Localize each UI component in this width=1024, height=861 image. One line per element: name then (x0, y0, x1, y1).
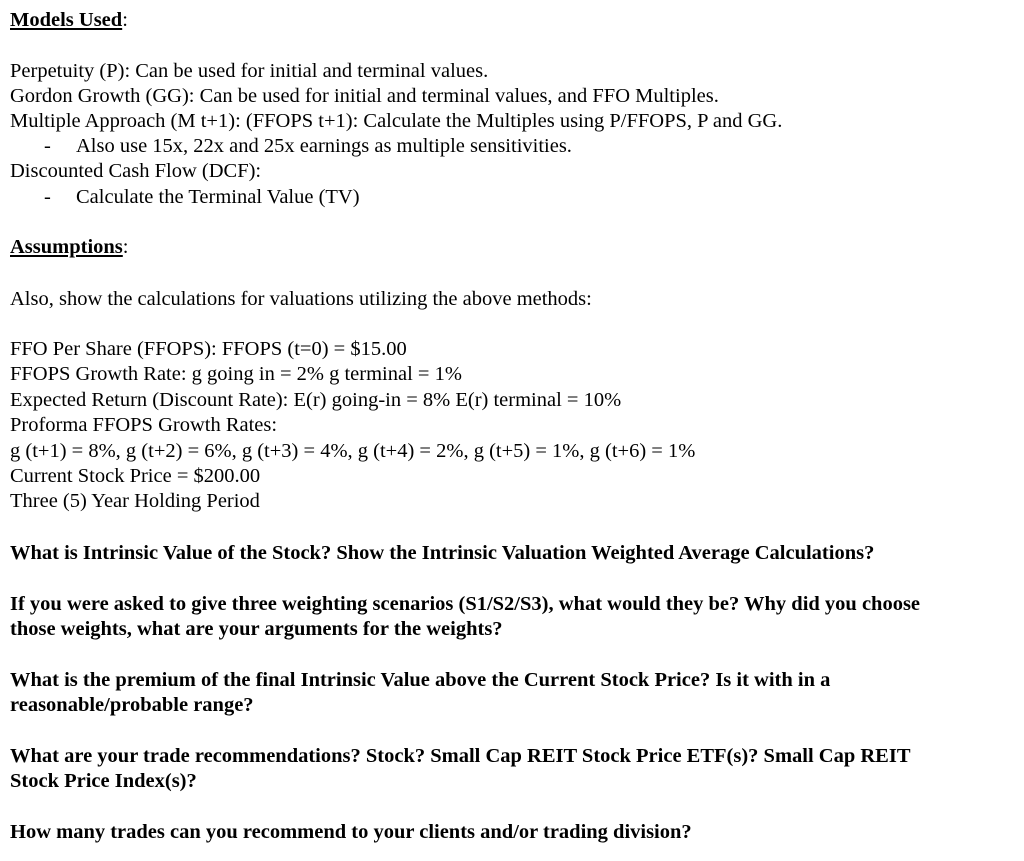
models-used-heading (10, 8, 128, 33)
assumptions-title: Assumptions (10, 236, 123, 258)
multiple-bullet-dash: - (44, 135, 51, 157)
question-2-line-1: If you were asked to give three weighting scenarios (S1/S2/S3), what would they be? Why did you choose (10, 593, 921, 615)
ffops-line: FFO Per Share (FFOPS): FFOPS (t=0) = $15.00 (10, 338, 407, 360)
proforma-line: Proforma FFOPS Growth Rates: (10, 414, 278, 436)
dcf-bullet-dash: - (44, 186, 51, 208)
multiple-approach-line: Multiple Approach (M t+1): (FFOPS t+1): Calculate the Multiples using P/FFOPS, P and GG. (10, 110, 783, 132)
question-5: How many trades can you recommend to your clients and/or trading division? (10, 821, 692, 843)
assumptions-heading (10, 235, 129, 260)
question-3-line-2: reasonable/probable range? (10, 694, 254, 716)
assumptions-intro: Also, show the calculations for valuations utilizing the above methods: (10, 288, 592, 310)
growth-rates-line: g (t+1) = 8%, g (t+2) = 6%, g (t+3) = 4%, g (t+4) = 2%, g (t+5) = 1%, g (t+6) = 1% (10, 440, 696, 462)
assumptions-colon: : (122, 236, 129, 258)
holding-period-line: Three (5) Year Holding Period (10, 490, 260, 512)
models-used-colon: : (122, 9, 128, 31)
gordon-growth-line: Gordon Growth (GG): Can be used for initial and terminal values, and FFO Multiples. (10, 85, 719, 107)
discount-rate-line: Expected Return (Discount Rate): E(r) going-in = 8% E(r) terminal = 10% (10, 389, 622, 411)
models-used-title: Models Used (10, 9, 123, 31)
dcf-line: Discounted Cash Flow (DCF): (10, 160, 262, 182)
growth-rate-line: FFOPS Growth Rate: g going in = 2% g terminal = 1% (10, 363, 462, 385)
perpetuity-line: Perpetuity (P): Can be used for initial and terminal values. (10, 60, 489, 82)
stock-price-line: Current Stock Price = $200.00 (10, 465, 261, 487)
dcf-bullet-text: Calculate the Terminal Value (TV) (76, 186, 360, 208)
question-4-line-2: Stock Price Index(s)? (10, 770, 197, 792)
question-2-line-2: those weights, what are your arguments for the weights? (10, 618, 503, 640)
question-4-line-1: What are your trade recommendations? Stock? Small Cap REIT Stock Price ETF(s)? Small Cap REIT (10, 745, 911, 767)
multiple-bullet-text: Also use 15x, 22x and 25x earnings as multiple sensitivities. (76, 135, 572, 157)
question-3-line-1: What is the premium of the final Intrinsic Value above the Current Stock Price? Is it with in a (10, 669, 831, 691)
question-1: What is Intrinsic Value of the Stock? Show the Intrinsic Valuation Weighted Average Calculations? (10, 542, 875, 564)
